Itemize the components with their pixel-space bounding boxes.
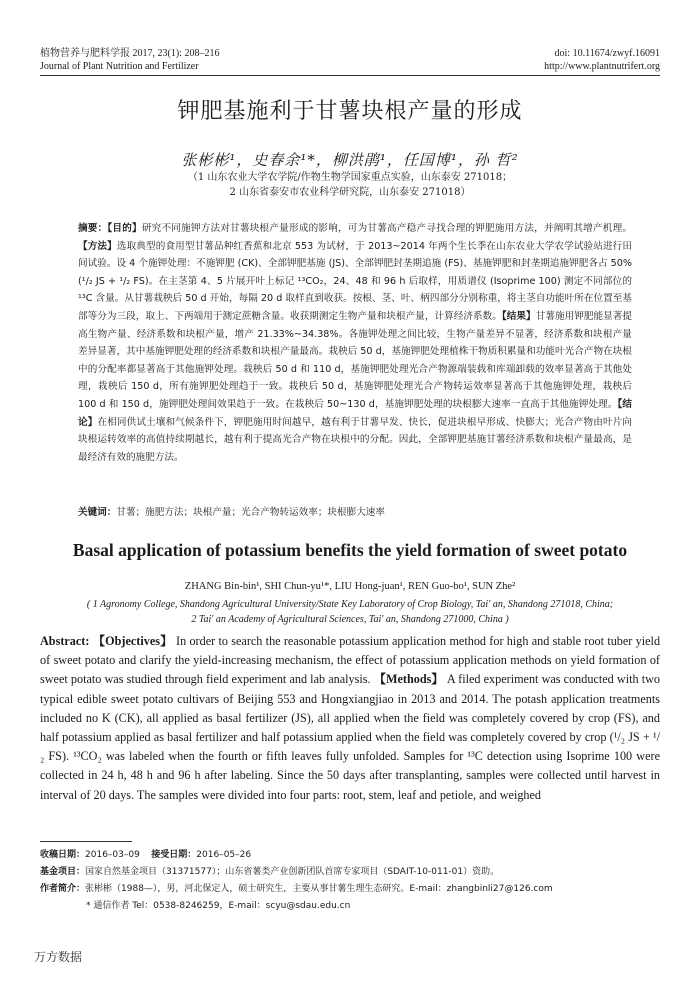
- abstract-en-label: Abstract:: [40, 634, 90, 648]
- accepted-label: 接受日期：: [151, 850, 197, 860]
- results-cn: 甘薯施用钾肥能显著提高生物产量、经济系数和块根产量，增产 21.33%~34.38%。各施钾处理之间比较，生物产量差异不显著，经济系数和块根产量差异显著，其中基施钾肥处理的经济系数和块根产量最高。栽秧后 50 d，基施钾肥处理植株干物质积累量和功能叶光合产物在块根中的分配率都显著高于其他施钾处理。栽秧后 50 d 和 110 d，基施钾肥处理光合产物源端装载和库端卸载的效率显著高于其他处理，栽秧后 150 d，所有施钾肥处理趋于一致。栽秧后 50 d，基施钾肥处理光合产物转运效率显著高于其他施钾处理，栽秧后 100 d 和 150 d，施钾肥处理间效果趋于一致。在栽秧后 50~130 d，基施钾肥处理的块根膨大速率一直高于其他施钾处理。: [78, 310, 633, 410]
- header-rule: [40, 75, 660, 76]
- title-cn: 钾肥基施利于甘薯块根产量的形成: [177, 99, 523, 124]
- abstract-cn: [78, 220, 632, 466]
- abstract-cn-label: 摘要：: [78, 223, 108, 234]
- authors-en: ZHANG Bin-bin¹, SHI Chun-yu¹*, LIU Hong-juan¹, REN Guo-bo¹, SUN Zhe²: [184, 581, 516, 592]
- results-cn-label: 【结果】: [501, 310, 536, 322]
- methods-en-label: 【Methods】: [373, 672, 444, 687]
- methods-cn: 选取典型的食用型甘薯品种红香蕉和北京 553 为试材，于 2013~2014 年两个生长季在山东农业大学农学试验站进行田间试验。设 4 个施钾处理：不施钾肥 (CK)、全部钾肥基施 (JS)、全部钾肥封垄期追施 (FS)、基施钾肥和封垄期追施钾肥各占 50% (¹/₂ JS + ¹/₂ FS)。在主茎第 4、5 片展开叶上标记 ¹³CO₂，24、48 和 96 h 后取样，用质谱仪 (Isoprime 100) 测定不同部位的 ¹³C 含量。从甘薯栽秧后 50 d 开始，每隔 20 d 取样直到收获。按根、茎、叶、柄四部分分别称重，将主茎自功能叶所在位置至基部等分为三段，取上、下两端用于测定蔗糖含量。收获期测定生物产量和块根产量，计算经济系数。: [78, 240, 632, 322]
- keywords-cn-label: 关键词：: [78, 507, 117, 518]
- methods-en: A filed experiment was conducted with two typical edible sweet potato cultivars of Beijing 553 and Hongxiangjiao in 2013 and 2014. The potash application treatments included no K (CK), all applied as basal fertilizer (JS), all applied when the field was completely covered by crop (FS), and half potassium applied as basal fertilizer and half potassium applied when the field was completely covered by crop (¹/₂ JS + ¹/₂ FS). ¹³CO₂ was labeled when the fourth or fifth leaves fully unfolded. Samples for ¹³C detection using Isoprime 100 were collected in 24 h, 48 h and 96 h after labeling. Since the 50 days after transplanting, samples were collected until harvest in interval of 20 days. The samples were divided into four parts: root, stem, leaf and petiole, and weighed: [40, 672, 661, 802]
- authors-cn: 张彬彬¹，史春余¹*，柳洪鹃¹，任国博¹，孙 哲²: [181, 151, 519, 169]
- objectives-en-label: 【Objectives】: [92, 634, 173, 648]
- received-label: 收稿日期：: [40, 850, 86, 860]
- funding-label: 基金项目：: [40, 867, 86, 877]
- affiliation-en-1: ( 1 Agronomy College, Shandong Agricultural University/State Key Laboratory of Crop Biology, Tai' an, Shandong 271018, China;: [86, 599, 614, 610]
- objective-cn: 研究不同施钾方法对甘薯块根产量形成的影响，可为甘薯高产稳产寻找合理的钾肥施用方法，并阐明其增产机理。: [141, 223, 633, 234]
- received-date: 2016–03–09: [85, 850, 140, 860]
- footnote-dates: [40, 847, 660, 863]
- affiliation-cn-1: （1 山东农业大学农学院/作物生物学国家重点实验，山东泰安 271018；: [187, 172, 513, 183]
- affiliation-cn-2: 2 山东省泰安市农业科学研究院，山东泰安 271018）: [229, 187, 471, 198]
- journal-name-en: Journal of Plant Nutrition and Fertilizer: [40, 61, 199, 72]
- abstract-en: [40, 632, 660, 805]
- objectives-en: In order to search the reasonable potassium application method for high and stable root tuber yield of sweet potato and clarify the yield-increasing mechanism, the effect of potassium application methods on yield formation of sweet potato was studied through field experiment and lab analysis.: [40, 634, 661, 687]
- methods-cn-label: 【方法】: [78, 240, 117, 252]
- author-label: 作者简介：: [40, 884, 86, 894]
- footnote-author: [40, 881, 660, 897]
- footnote-corresponding: * 通信作者 Tel：0538-8246259，E-mail：scyu@sdau.edu.cn: [86, 901, 351, 911]
- conclusion-cn-label: 【结论】: [78, 398, 632, 428]
- author-text: 张彬彬（1988—），男，河北保定人，硕士研究生，主要从事甘薯生理生态研究。E-mail：zhangbinli27@126.com: [85, 884, 553, 894]
- journal-url[interactable]: http://www.plantnutrifert.org: [544, 61, 660, 72]
- doi: doi: 10.11674/zwyf.16091: [554, 48, 660, 59]
- accepted-date: 2016–05–26: [196, 850, 252, 860]
- journal-citation-cn: 植物营养与肥料学报 2017, 23(1): 208–216: [40, 48, 220, 59]
- watermark: 万方数据: [34, 950, 83, 964]
- keywords-cn: [78, 504, 632, 518]
- footnote-rule: [40, 841, 132, 842]
- footnote-funding: [40, 864, 660, 880]
- keywords-cn-text: 甘薯；施肥方法；块根产量；光合产物转运效率；块根膨大速率: [116, 507, 385, 518]
- conclusion-cn: 在相同供试土壤和气候条件下，钾肥施用时间越早，越有利于甘薯早发、快长，促进块根早形成、快膨大；光合产物由叶片向块根运转效率的高值持续期越长，越有利于提高光合产物在块根中的分配。因此，全部钾肥基施甘薯经济系数和块根产量最高，是最经济有效的施肥方法。: [78, 416, 633, 463]
- title-en: Basal application of potassium benefits the yield formation of sweet potato: [72, 540, 628, 560]
- funding-text: 国家自然基金项目（31371577）；山东省薯类产业创新团队首席专家项目（SDAIT-10-011-01）资助。: [85, 867, 500, 877]
- objective-cn-label: 【目的】: [107, 223, 142, 234]
- affiliation-en-2: 2 Tai' an Academy of Agricultural Sciences, Tai' an, Shandong 271000, China ): [191, 614, 509, 625]
